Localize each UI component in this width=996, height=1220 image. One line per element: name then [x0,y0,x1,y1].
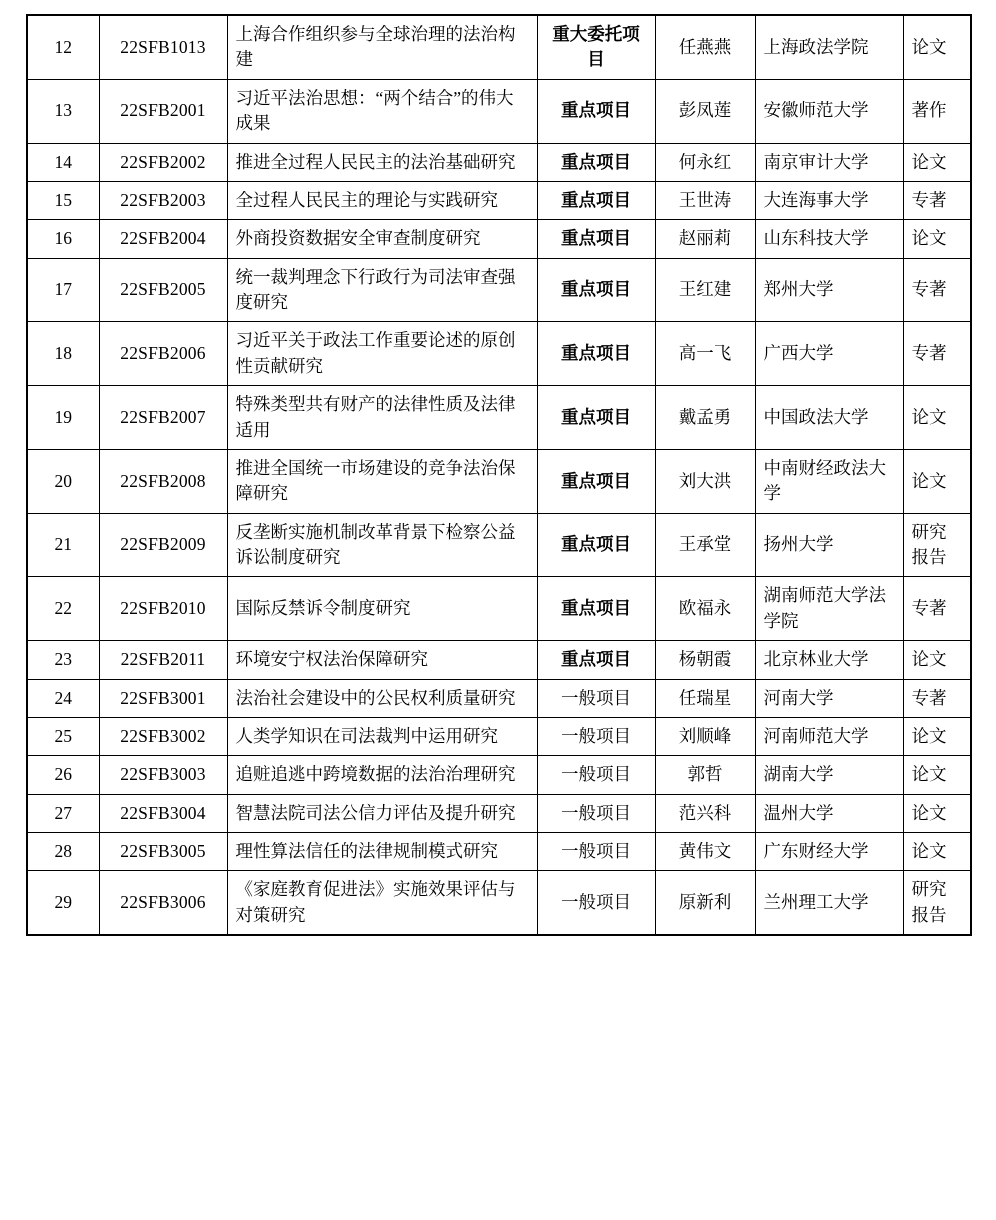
cell-final-result: 论文 [903,220,971,258]
cell-serial-number: 22 [27,577,99,641]
cell-final-result: 论文 [903,386,971,450]
cell-final-result: 论文 [903,833,971,871]
table-row [27,513,971,577]
cell-organization: 河南师范大学 [755,717,903,755]
cell-project-title: 习近平关于政法工作重要论述的原创性贡献研究 [227,322,537,386]
table-row [27,15,971,79]
cell-project-code: 22SFB2011 [99,641,227,679]
cell-organization: 湖南大学 [755,756,903,794]
table-row [27,220,971,258]
cell-leader: 原新利 [655,871,755,935]
cell-serial-number: 23 [27,641,99,679]
cell-serial-number: 14 [27,143,99,181]
cell-final-result: 论文 [903,717,971,755]
cell-leader: 任瑞星 [655,679,755,717]
cell-project-code: 22SFB2006 [99,322,227,386]
cell-final-result: 论文 [903,143,971,181]
cell-leader: 刘顺峰 [655,717,755,755]
cell-final-result: 论文 [903,756,971,794]
table-row [27,641,971,679]
cell-project-title: 全过程人民民主的理论与实践研究 [227,181,537,219]
cell-final-result: 研究报告 [903,871,971,935]
cell-project-code: 22SFB3006 [99,871,227,935]
cell-leader: 何永红 [655,143,755,181]
cell-serial-number: 27 [27,794,99,832]
cell-organization: 湖南师范大学法学院 [755,577,903,641]
cell-final-result: 专著 [903,258,971,322]
table-row [27,79,971,143]
approved-projects-table [26,14,972,936]
cell-organization: 扬州大学 [755,513,903,577]
cell-organization: 大连海事大学 [755,181,903,219]
table-row [27,833,971,871]
cell-project-type: 重点项目 [537,181,655,219]
cell-leader: 杨朝霞 [655,641,755,679]
cell-project-title: 统一裁判理念下行政行为司法审查强度研究 [227,258,537,322]
cell-project-type: 重点项目 [537,386,655,450]
cell-project-code: 22SFB3004 [99,794,227,832]
cell-project-code: 22SFB3003 [99,756,227,794]
cell-final-result: 著作 [903,79,971,143]
cell-organization: 郑州大学 [755,258,903,322]
cell-serial-number: 28 [27,833,99,871]
table-row [27,181,971,219]
cell-project-code: 22SFB3001 [99,679,227,717]
table-row [27,679,971,717]
cell-project-title: 习近平法治思想：“两个结合”的伟大成果 [227,79,537,143]
cell-leader: 戴孟勇 [655,386,755,450]
table-row [27,794,971,832]
cell-project-type: 一般项目 [537,871,655,935]
cell-project-type: 重点项目 [537,258,655,322]
cell-serial-number: 16 [27,220,99,258]
cell-project-title: 外商投资数据安全审查制度研究 [227,220,537,258]
cell-leader: 王世涛 [655,181,755,219]
cell-project-type: 重大委托项目 [537,15,655,79]
cell-project-code: 22SFB2009 [99,513,227,577]
cell-project-type: 重点项目 [537,322,655,386]
cell-leader: 王红建 [655,258,755,322]
cell-project-code: 22SFB2008 [99,449,227,513]
cell-final-result: 专著 [903,577,971,641]
cell-final-result: 专著 [903,322,971,386]
cell-project-type: 一般项目 [537,756,655,794]
cell-project-title: 推进全国统一市场建设的竞争法治保障研究 [227,449,537,513]
cell-project-title: 法治社会建设中的公民权利质量研究 [227,679,537,717]
cell-final-result: 论文 [903,449,971,513]
cell-organization: 兰州理工大学 [755,871,903,935]
cell-leader: 彭凤莲 [655,79,755,143]
table-row [27,386,971,450]
cell-serial-number: 21 [27,513,99,577]
cell-serial-number: 15 [27,181,99,219]
cell-serial-number: 17 [27,258,99,322]
cell-project-title: 推进全过程人民民主的法治基础研究 [227,143,537,181]
cell-project-title: 反垄断实施机制改革背景下检察公益诉讼制度研究 [227,513,537,577]
cell-serial-number: 20 [27,449,99,513]
cell-leader: 高一飞 [655,322,755,386]
cell-project-title: 智慧法院司法公信力评估及提升研究 [227,794,537,832]
cell-project-title: 环境安宁权法治保障研究 [227,641,537,679]
cell-project-code: 22SFB2010 [99,577,227,641]
cell-organization: 山东科技大学 [755,220,903,258]
cell-project-code: 22SFB3005 [99,833,227,871]
cell-serial-number: 19 [27,386,99,450]
cell-project-code: 22SFB2004 [99,220,227,258]
cell-project-code: 22SFB3002 [99,717,227,755]
cell-project-type: 重点项目 [537,143,655,181]
table-row [27,871,971,935]
cell-project-type: 重点项目 [537,641,655,679]
table-row [27,449,971,513]
cell-leader: 赵丽莉 [655,220,755,258]
cell-leader: 范兴科 [655,794,755,832]
cell-project-type: 一般项目 [537,794,655,832]
cell-leader: 黄伟文 [655,833,755,871]
cell-project-type: 重点项目 [537,79,655,143]
cell-project-code: 22SFB2001 [99,79,227,143]
table-row [27,756,971,794]
cell-project-type: 重点项目 [537,513,655,577]
cell-organization: 河南大学 [755,679,903,717]
cell-final-result: 论文 [903,15,971,79]
cell-final-result: 论文 [903,641,971,679]
cell-final-result: 专著 [903,679,971,717]
cell-serial-number: 26 [27,756,99,794]
table-row [27,322,971,386]
cell-project-title: 上海合作组织参与全球治理的法治构建 [227,15,537,79]
cell-project-code: 22SFB2002 [99,143,227,181]
cell-project-code: 22SFB2003 [99,181,227,219]
table-body [27,15,971,935]
cell-project-title: 人类学知识在司法裁判中运用研究 [227,717,537,755]
cell-organization: 北京林业大学 [755,641,903,679]
cell-organization: 广东财经大学 [755,833,903,871]
cell-final-result: 论文 [903,794,971,832]
cell-project-title: 追赃追逃中跨境数据的法治治理研究 [227,756,537,794]
table-row [27,577,971,641]
cell-final-result: 研究报告 [903,513,971,577]
cell-project-title: 特殊类型共有财产的法律性质及法律适用 [227,386,537,450]
cell-serial-number: 29 [27,871,99,935]
cell-organization: 温州大学 [755,794,903,832]
table-row [27,258,971,322]
table-row [27,717,971,755]
cell-serial-number: 24 [27,679,99,717]
cell-organization: 中南财经政法大学 [755,449,903,513]
cell-organization: 南京审计大学 [755,143,903,181]
cell-leader: 郭哲 [655,756,755,794]
cell-project-type: 重点项目 [537,220,655,258]
cell-project-type: 重点项目 [537,449,655,513]
cell-serial-number: 12 [27,15,99,79]
cell-project-type: 一般项目 [537,717,655,755]
cell-leader: 欧福永 [655,577,755,641]
cell-leader: 任燕燕 [655,15,755,79]
cell-serial-number: 25 [27,717,99,755]
table-row [27,143,971,181]
cell-project-title: 理性算法信任的法律规制模式研究 [227,833,537,871]
cell-project-code: 22SFB1013 [99,15,227,79]
cell-project-type: 重点项目 [537,577,655,641]
cell-serial-number: 13 [27,79,99,143]
cell-project-code: 22SFB2005 [99,258,227,322]
cell-leader: 刘大洪 [655,449,755,513]
cell-project-code: 22SFB2007 [99,386,227,450]
cell-organization: 中国政法大学 [755,386,903,450]
cell-serial-number: 18 [27,322,99,386]
cell-organization: 广西大学 [755,322,903,386]
cell-leader: 王承堂 [655,513,755,577]
cell-final-result: 专著 [903,181,971,219]
cell-project-type: 一般项目 [537,679,655,717]
cell-project-title: 《家庭教育促进法》实施效果评估与对策研究 [227,871,537,935]
cell-project-type: 一般项目 [537,833,655,871]
cell-organization: 上海政法学院 [755,15,903,79]
cell-project-title: 国际反禁诉令制度研究 [227,577,537,641]
cell-organization: 安徽师范大学 [755,79,903,143]
